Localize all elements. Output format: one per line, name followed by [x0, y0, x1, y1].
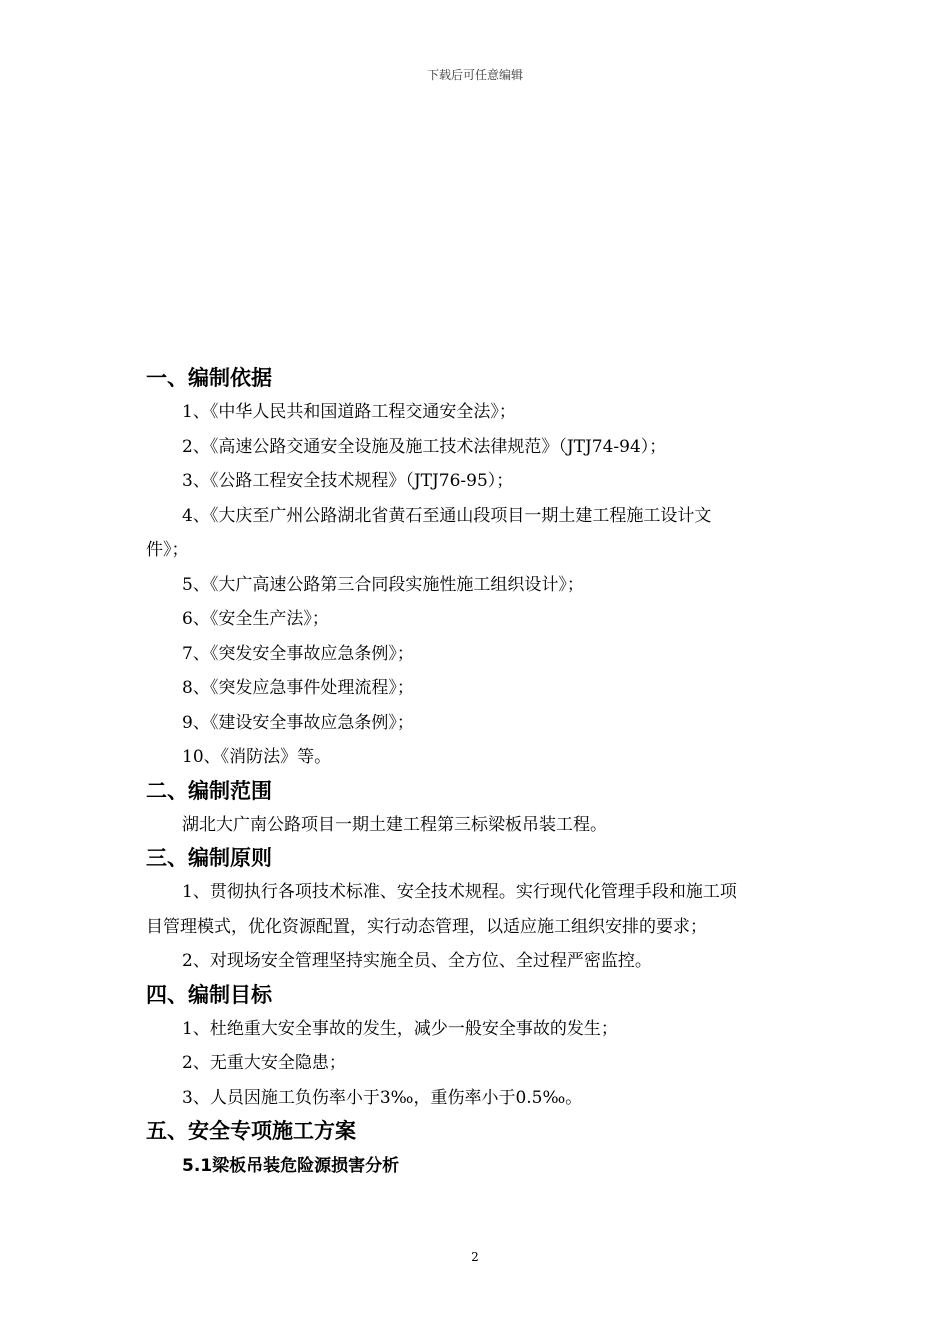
list-item-continuation: 件》；	[146, 540, 189, 560]
page-number: 2	[471, 1250, 479, 1264]
section-heading: 三、编制原则	[146, 846, 272, 870]
list-item: 3、《公路工程安全技术规程》（JTJ76-95）；	[182, 471, 514, 491]
list-item: 9、《建设安全事故应急条例》；	[182, 712, 414, 733]
list-item: 1、《中华人民共和国道路工程交通安全法》；	[182, 402, 516, 422]
list-item: 8、《突发应急事件处理流程》；	[182, 678, 414, 698]
list-item: 2、《高速公路交通安全设施及施工技术法律规范》（JTJ74-94）；	[182, 436, 667, 457]
subsection-heading: 5.1梁板吊装危险源损害分析	[182, 1156, 400, 1176]
list-item: 2、对现场安全管理坚持实施全员、全方位、全过程严密监控。	[182, 951, 652, 971]
list-item: 2、无重大安全隐患；	[182, 1053, 346, 1073]
section-heading: 一、编制依据	[146, 366, 272, 390]
section-scope	[146, 775, 816, 843]
list-item: 5、《大广高速公路第三合同段实施性施工组织设计》；	[182, 574, 584, 595]
section-heading: 五、安全专项施工方案	[146, 1119, 356, 1143]
list-item: 7、《突发安全事故应急条例》；	[182, 643, 414, 664]
section-goals	[146, 979, 816, 1116]
list-item: 1、杜绝重大安全事故的发生，减少一般安全事故的发生；	[182, 1018, 618, 1039]
document-body	[146, 362, 816, 1184]
section-basis	[146, 362, 816, 775]
section-heading: 四、编制目标	[146, 982, 272, 1007]
list-item: 10、《消防法》等。	[182, 747, 332, 767]
section-principles	[146, 842, 816, 979]
section-safety-plan	[146, 1115, 816, 1184]
list-item: 6、《安全生产法》；	[182, 609, 329, 629]
list-item: 1、贯彻执行各项技术标准、安全技术规程。实行现代化管理手段和施工项	[182, 882, 737, 902]
list-item: 4、《大庆至广州公路湖北省黄石至通山段项目一期土建工程施工设计文	[182, 505, 712, 526]
paragraph: 湖北大广南公路项目一期土建工程第三标梁板吊装工程。	[182, 814, 607, 835]
section-heading: 二、编制范围	[146, 778, 272, 803]
page-header-note: 下载后可任意编辑	[426, 68, 523, 82]
list-item: 3、人员因施工负伤率小于3‰，重伤率小于0.5‰。	[182, 1087, 583, 1108]
list-item-continuation: 目管理模式，优化资源配置，实行动态管理，以适应施工组织安排的要求；	[146, 916, 707, 937]
